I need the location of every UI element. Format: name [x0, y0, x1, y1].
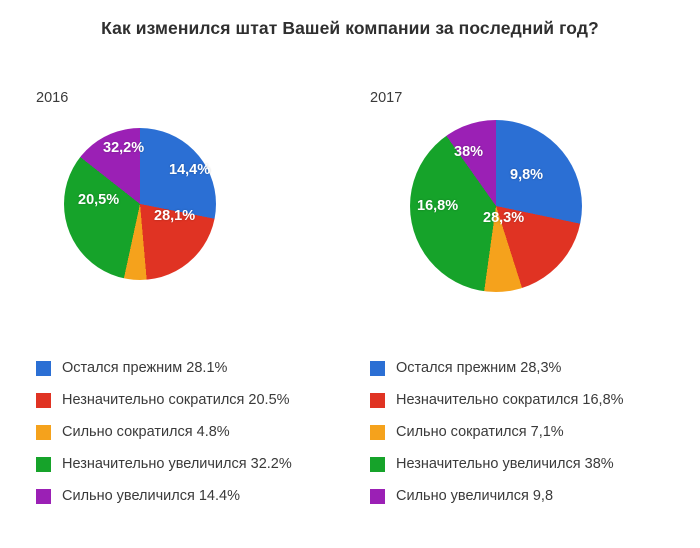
- legend-item: [370, 384, 624, 416]
- page-title: Как изменился штат Вашей компании за последний год?: [101, 18, 599, 38]
- legend-swatch-icon: [36, 457, 51, 472]
- legend-swatch-icon: [36, 425, 51, 440]
- legend-item: [36, 352, 292, 384]
- legend-label: Незначительно сократился 16,8%: [396, 392, 624, 408]
- legend-swatch-icon: [370, 361, 385, 376]
- legend-label: Сильно увеличился 14.4%: [62, 488, 240, 504]
- pie-slice-label-2017-1: 16,8%: [417, 198, 459, 214]
- legend-swatch-icon: [370, 457, 385, 472]
- legend-swatch-icon: [36, 361, 51, 376]
- legend-swatch-icon: [370, 489, 385, 504]
- legend-label: Остался прежним 28,3%: [396, 360, 562, 376]
- legend-item: [370, 416, 624, 448]
- legend-item: [36, 384, 292, 416]
- legend-item: [370, 352, 624, 384]
- chart-year-label-2017: 2017: [370, 90, 403, 106]
- pie-slice-label-2016-0: 28,1%: [154, 208, 196, 224]
- pie-slice-label-2016-1: 20,5%: [78, 192, 120, 208]
- legend-item: [36, 480, 292, 512]
- chart-year-label-2016: 2016: [36, 90, 69, 106]
- pie-slice-label-2017-4: 9,8%: [510, 167, 544, 183]
- legend-swatch-icon: [370, 393, 385, 408]
- legend-swatch-icon: [36, 489, 51, 504]
- legend-swatch-icon: [36, 393, 51, 408]
- legend-2017: [370, 352, 624, 512]
- legend-label: Незначительно увеличился 38%: [396, 456, 614, 472]
- legend-label: Незначительно увеличился 32.2%: [62, 456, 292, 472]
- chart-panel-2017: [370, 90, 690, 295]
- legend-label: Незначительно сократился 20.5%: [62, 392, 290, 408]
- legend-label: Сильно сократился 7,1%: [396, 424, 564, 440]
- pie-slice-label-2017-3: 38%: [454, 144, 484, 160]
- legend-swatch-icon: [370, 425, 385, 440]
- legend-label: Сильно увеличился 9,8: [396, 488, 554, 504]
- pie-wrap-2017: [370, 120, 690, 295]
- pie-wrap-2016: [36, 120, 356, 295]
- chart-panel-2016: [36, 90, 356, 295]
- legend-2016: [36, 352, 292, 512]
- pie-slice-label-2017-0: 28,3%: [483, 210, 525, 226]
- legend-item: [370, 448, 624, 480]
- legend-label: Остался прежним 28.1%: [62, 360, 228, 376]
- legend-item: [36, 448, 292, 480]
- pie-slice-label-2016-4: 14,4%: [169, 162, 211, 178]
- legend-label: Сильно сократился 4.8%: [62, 424, 230, 440]
- legend-item: [36, 416, 292, 448]
- pie-slice-label-2016-3: 32,2%: [103, 140, 145, 156]
- legend-item: [370, 480, 624, 512]
